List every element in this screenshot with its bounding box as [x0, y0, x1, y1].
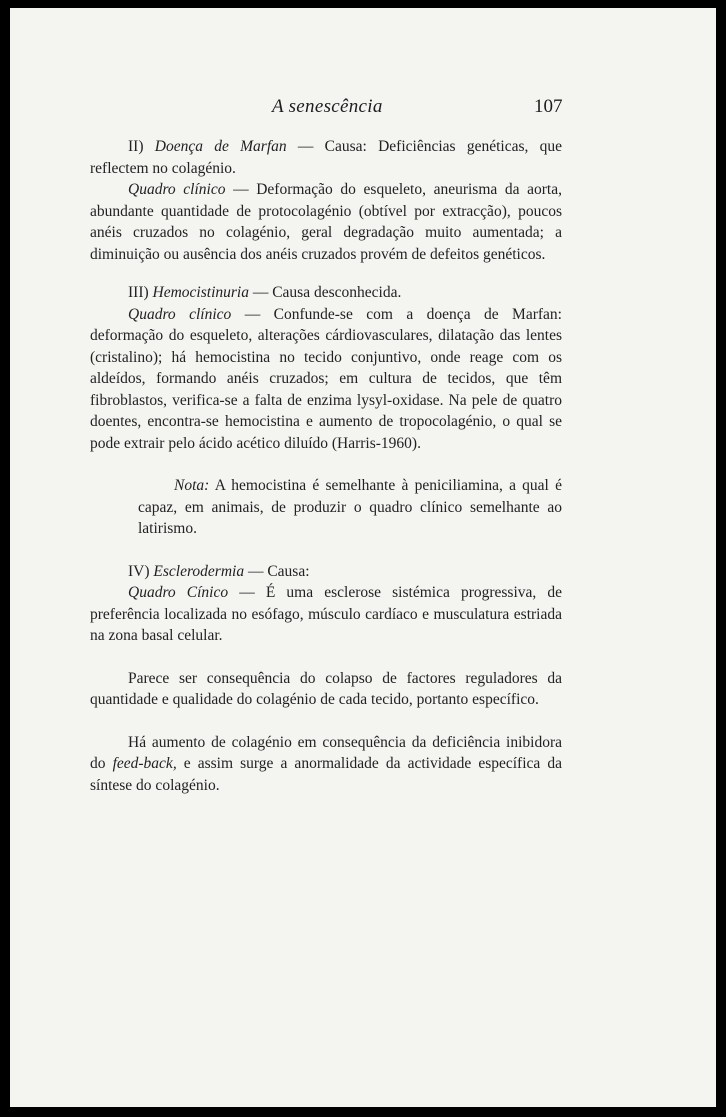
feedback-paragraph: Há aumento de colagénio em consequência da deficiência inibidora do feed-back, e assim surge a anormalidade da actividade específica da síntese do colagénio. [90, 733, 562, 794]
marfan-cause-paragraph: II) Doença de Marfan — Causa: Deficiências genéticas, que reflectem no colagénio. [90, 138, 562, 177]
disease-name: Esclerodermia [153, 562, 245, 580]
feedback-term: feed-back, [112, 755, 177, 772]
clinic-text: Deformação do esqueleto, aneurisma da aorta, abundante quantidade de protocolagénio (obtível por extracção), poucos anéis cruzados no colagénio, geral degradação muito aumentada; a diminuição ou ausência dos anéis cruzados provém de defeitos genéticos. [90, 181, 562, 263]
scleroderma-cause-paragraph: IV) Esclerodermia — Causa: [128, 562, 310, 580]
running-title: A senescência [272, 96, 383, 117]
page-header [10, 96, 716, 122]
regulators-paragraph: Parece ser consequência do colapso de factores reguladores da quantidade e qualidade do colagénio de cada tecido, portanto específico. [90, 669, 562, 708]
note-label: Nota: [174, 477, 210, 494]
clinic-text: Confunde-se com a doença de Marfan: deformação do esqueleto, alterações cárdiovasculares, dilatação das lentes (cristalino); há hemocistina no tecido conjuntivo, onde reage com os aldeídos, formando anéis cruzados; em cultura de tecidos, que têm fibroblastos, verifica-se a falta de enzima lysyl-oxidase. Na pele de quatro doentes, encontra-se hemocistina e aumento de tropocolagénio, o qual se pode extrair pelo ácido acético diluído (Harris-1960). [90, 305, 562, 452]
section-number: II) [128, 138, 144, 155]
marfan-clinic-paragraph: Quadro clínico — Deformação do esqueleto, aneurisma da aorta, abundante quantidade de protocolagénio (obtível por extracção), poucos anéis cruzados no colagénio, geral degradação muito aumentada; a diminuição ou ausência dos anéis cruzados provém de defeitos genéticos. [90, 181, 562, 263]
homocystinuria-clinic-paragraph: Quadro clínico — Confunde-se com a doença de Marfan: deformação do esqueleto, alterações cárdiovasculares, dilatação das lentes (cristalino); há hemocistina no tecido conjuntivo, onde reage com os aldeídos, formando anéis cruzados; em cultura de tecidos, que têm fibroblastos, verifica-se a falta de enzima lysyl-oxidase. Na pele de quatro doentes, encontra-se hemocistina e aumento de tropocolagénio, o qual se pode extrair pelo ácido acético diluído (Harris-1960). [90, 305, 562, 452]
main-text [90, 136, 562, 796]
section-number: III) [128, 284, 149, 301]
clinic-label: Quadro Cínico [128, 584, 229, 601]
cause-text: Causa desconhecida. [272, 284, 402, 301]
homocystinuria-cause-paragraph: III) Hemocistinuria — Causa desconhecida. [128, 284, 402, 301]
clinic-text: É uma esclerose sistémica progressiva, de preferência localizada no esófago, músculo cardíaco e musculatura estriada na zona basal celular. [90, 584, 563, 644]
note-text: A hemocistina é semelhante à peniciliamina, a qual é capaz, em animais, de produzir o quadro clínico semelhante ao latirismo. [138, 477, 562, 537]
section-number: IV) [128, 562, 150, 580]
cause-text: Causa: [267, 562, 310, 580]
disease-name: Doença de Marfan [154, 138, 287, 155]
scleroderma-clinic-paragraph: Quadro Cínico — É uma esclerose sistémica progressiva, de preferência localizada no esófago, músculo cardíaco e musculatura estriada na zona basal celular. [90, 584, 563, 644]
page-number: 107 [534, 96, 563, 117]
disease-name: Hemocistinuria [152, 284, 249, 301]
clinic-label: Quadro clínico [128, 305, 232, 323]
book-page [10, 8, 716, 1107]
note-paragraph [138, 475, 562, 540]
clinic-label: Quadro clínico [128, 181, 226, 198]
cause-text: Causa: Deficiências genéticas, que reflectem no colagénio. [90, 138, 562, 177]
